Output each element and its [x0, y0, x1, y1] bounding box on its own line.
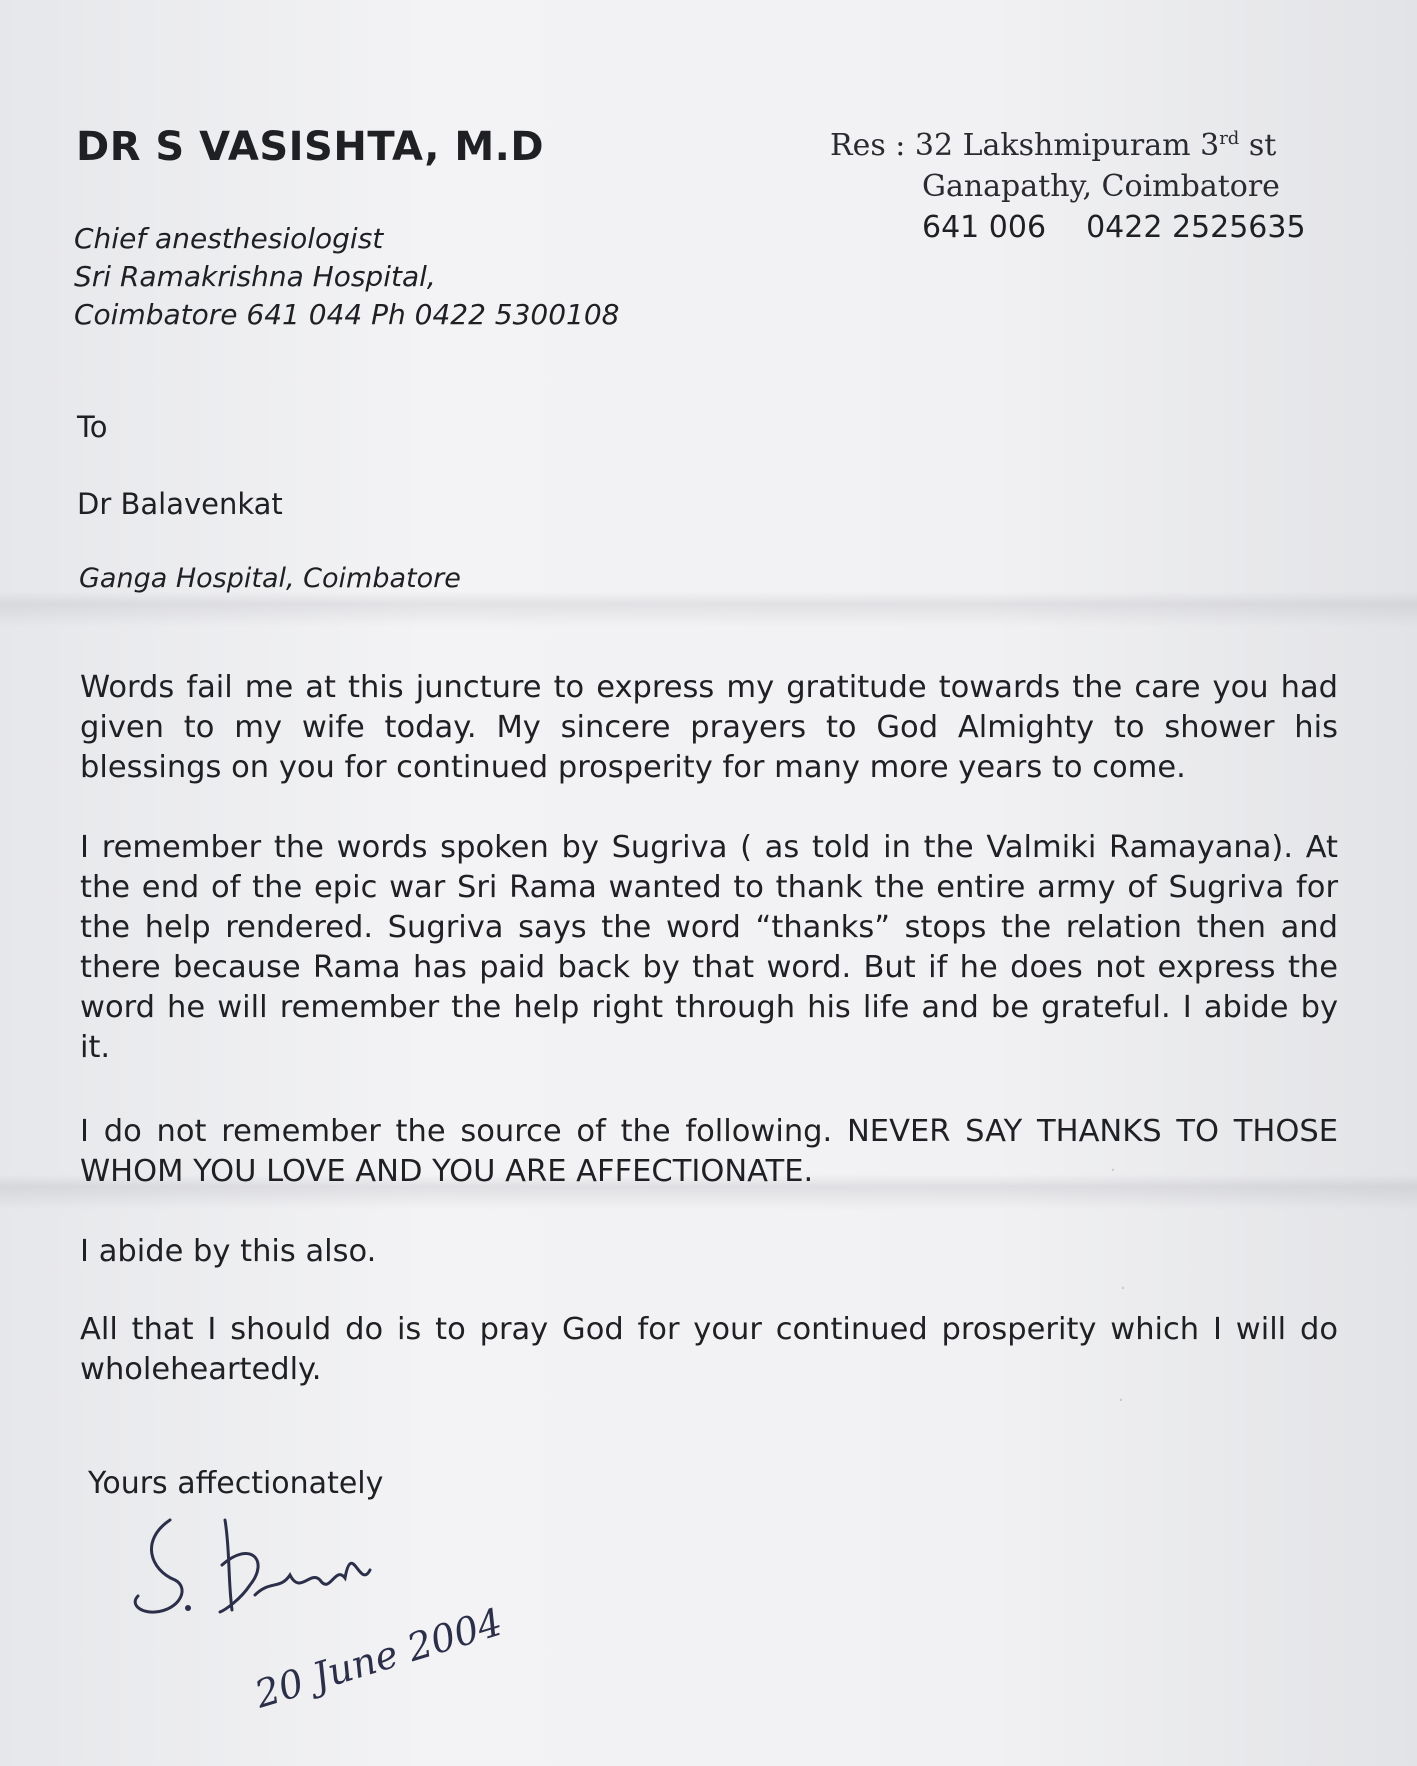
letterhead-hospital-address: Coimbatore 641 044 Ph 0422 5300108 [74, 298, 620, 331]
residence-address [830, 118, 1306, 248]
recipient-address: Ganga Hospital, Coimbatore [79, 563, 461, 594]
faint-mark: · [1120, 1278, 1126, 1299]
residence-line2: Ganapathy, Coimbatore [922, 169, 1280, 204]
recipient-name: Dr Balavenkat [77, 487, 283, 521]
faint-mark: · [1110, 1160, 1116, 1181]
signature-stroke-tail [255, 1563, 370, 1595]
to-label: To [77, 410, 108, 444]
residence-pin: 641 006 [922, 210, 1047, 245]
residence-line1 [830, 128, 1276, 163]
body-paragraph-3: I do not remember the source of the following. NEVER SAY THANKS TO THOSE WHOM YOU LOVE AND YOU ARE AFFECTIONATE. [80, 1114, 1338, 1189]
signature-stroke-v [220, 1520, 258, 1612]
residence-phone: 0422 2525635 [1086, 210, 1306, 245]
body-paragraph-4: I abide by this also. [80, 1234, 377, 1269]
residence-ordinal: rd [1219, 128, 1240, 149]
residence-line1-text: Res : 32 Lakshmipuram 3 [830, 128, 1220, 163]
letterhead-title: Chief anesthesiologist [74, 222, 384, 255]
body-paragraph-2: I remember the words spoken by Sugriva ( as told in the Valmiki Ramayana). At the end of the epic war Sri Rama wanted to thank the entire army of Sugriva for the help rendered. Sugriva says the word “thanks” stops the relation then and there because Rama has paid back by that word. But if he does not express the word he will remember the help right through his life and be grateful. I abide by it. [80, 830, 1338, 1065]
letterhead-hospital: Sri Ramakrishna Hospital, [74, 260, 436, 293]
signature-date-text: 20 June 2004 [249, 1599, 508, 1717]
body-paragraph-1: Words fail me at this juncture to express my gratitude towards the care you had given to my wife today. My sincere prayers to God Almighty to shower his blessings on you for continued prosperity for many more years to come. [80, 670, 1338, 785]
body-paragraph-5: All that I should do is to pray God for your continued prosperity which I will do wholeheartedly. [80, 1312, 1338, 1387]
faint-mark: · [1118, 1390, 1124, 1411]
letterhead-details [74, 220, 620, 334]
signature-dot [185, 1605, 191, 1611]
handwritten-signature [130, 1500, 650, 1740]
closing-valediction: Yours affectionately [88, 1466, 384, 1501]
signature-stroke-s [135, 1520, 182, 1612]
residence-line1-suffix: st [1239, 128, 1277, 163]
residence-line3 [830, 207, 1306, 248]
letterhead-name: DR S VASISHTA, M.D [76, 124, 545, 170]
